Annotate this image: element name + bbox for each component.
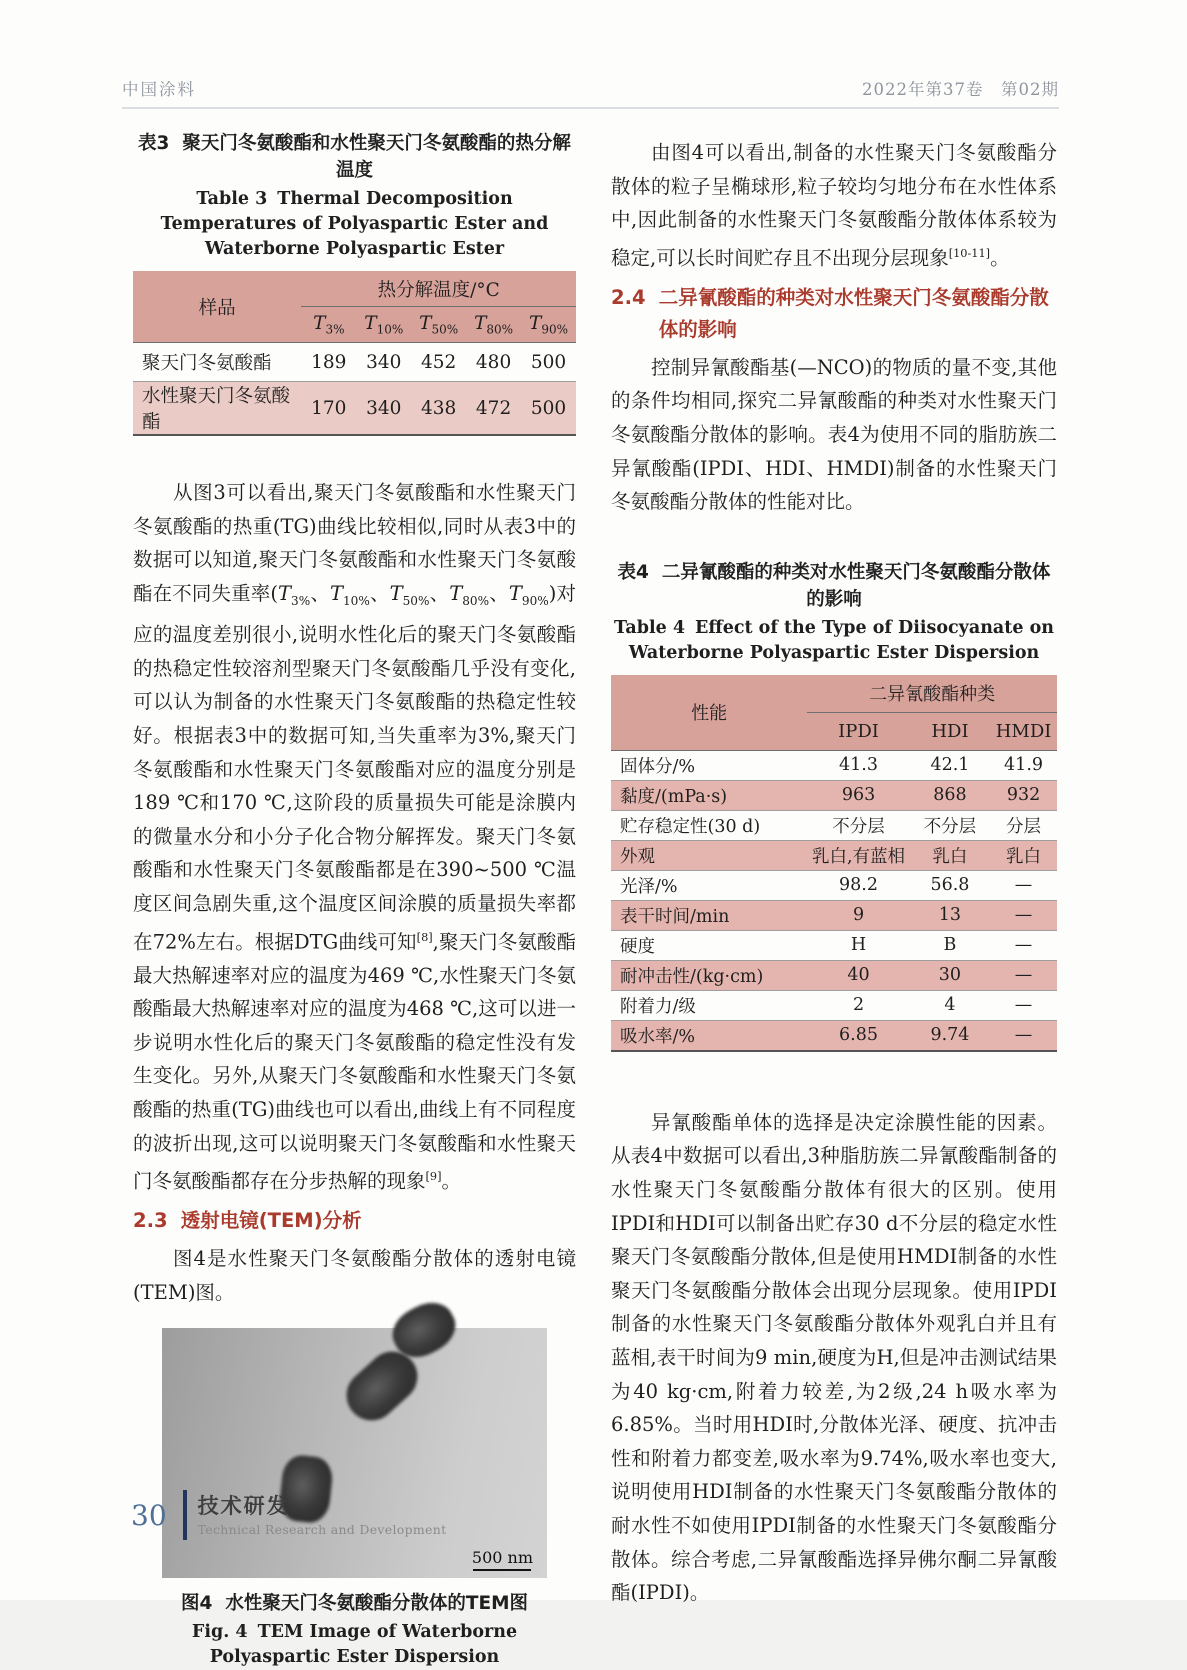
table3-subcol-t50: $T_{50\%}$ [411, 307, 466, 343]
row-label: 吸水率/% [620, 1026, 696, 1047]
cell-value: 13 [938, 905, 962, 926]
issue-info: 2022年第37卷 第02期 [862, 80, 1059, 99]
table3-caption-en [133, 187, 576, 262]
footer-section-block [198, 1494, 447, 1537]
cell-value: — [1014, 935, 1033, 956]
table3-caption-cn-text: 聚天门冬氨酸酯和水性聚天门冬氨酸酯的热分解温度 [182, 133, 571, 181]
row-label: 光泽/% [620, 876, 678, 897]
cell-value: 6.85 [839, 1025, 878, 1046]
cell-value: 340 [366, 351, 402, 373]
table-row [611, 750, 1057, 780]
cell-value: 不分层 [923, 816, 977, 837]
table4-body [611, 750, 1057, 1051]
table-row [611, 960, 1057, 990]
cell-value: 189 [311, 351, 347, 373]
cell-value: 41.9 [1004, 755, 1044, 776]
cell-value: — [1014, 875, 1033, 896]
tem-scale-bar [472, 1549, 533, 1571]
page-number: 30 [131, 1498, 167, 1532]
figure4-caption-en-text: TEM Image of Waterborne Polyaspartic Ester Dispersion [209, 1621, 518, 1667]
cell-value: 30 [938, 965, 962, 986]
cell-value: 340 [366, 397, 402, 419]
section-heading-2-3 [133, 1205, 576, 1237]
cell-value: 乳白 [1006, 846, 1042, 867]
table3-subcol-t3: $T_{3\%}$ [301, 307, 356, 343]
page-header [122, 76, 1059, 109]
table4-diisocyanate-effect [611, 675, 1057, 1052]
cell-value: 42.1 [930, 755, 970, 776]
cell-value: B [943, 935, 957, 956]
table4-caption-cn-label: 表4 [617, 561, 649, 583]
cell-value: 98.2 [839, 875, 878, 896]
cell-value: 438 [420, 397, 457, 419]
tem-image [162, 1328, 547, 1578]
paragraph-diisocyanate-setup: 控制异氰酸酯基(—NCO)的物质的量不变,其他的条件均相同,探究二异氰酸酯的种类对水性聚天门冬氨酸酯分散体的影响。表4为使用不同的脂肪族二异氰酸酯(IPDI、HDI、HMDI)制备的水性聚天门冬氨酸酯分散体的性能对比。 [611, 355, 1057, 514]
cell-value: 41.3 [839, 755, 878, 776]
table-row [611, 780, 1057, 810]
tem-scale-line [473, 1569, 531, 1571]
tem-scale-label: 500 nm [471, 1547, 533, 1567]
cell-value: — [1014, 965, 1033, 986]
cell-value: 乳白,有蓝相 [811, 846, 906, 867]
section-heading-2-4 [611, 282, 1057, 346]
paragraph-tem-result: 由图4可以看出,制备的水性聚天门冬氨酸酯分散体的粒子呈椭球形,粒子较均匀地分布在水性体系中,因此制备的水性聚天门冬氨酸酯分散体体系较为稳定,可以长时间贮存且不出现分层现象[10-11]。 [611, 141, 1057, 270]
cell-value: 9.74 [930, 1025, 970, 1046]
cell-value: — [1014, 1025, 1033, 1046]
table-row [611, 990, 1057, 1020]
cell-value: 868 [933, 785, 967, 806]
figure4-caption-cn-text: 水性聚天门冬氨酸酯分散体的TEM图 [225, 1592, 529, 1614]
cell-value: 500 [530, 397, 567, 419]
cell-value: 963 [841, 785, 876, 806]
row-label: 固体分/% [620, 756, 696, 777]
table3-body [133, 343, 576, 436]
table-row [611, 870, 1057, 900]
cell-value: 4 [944, 995, 956, 1016]
table3-subcol-t90: $T_{90\%}$ [521, 307, 576, 343]
paragraph-tem-intro: 图4是水性聚天门冬氨酸酯分散体的透射电镜(TEM)图。 [133, 1247, 576, 1304]
cell-value: 170 [311, 397, 347, 419]
section-number: 2.4 [611, 285, 646, 309]
cell-value: 932 [1006, 785, 1041, 806]
table4-header [611, 675, 1057, 751]
cell-value: 56.8 [930, 875, 970, 896]
row-label: 表干时间/min [620, 906, 730, 927]
journal-title: 中国涂料 [122, 80, 196, 99]
row-label: 聚天门冬氨酸酯 [142, 353, 272, 374]
cell-value: 分层 [1006, 816, 1042, 837]
cell-value: 乳白 [932, 846, 968, 867]
figure4-caption-cn-label: 图4 [180, 1592, 213, 1614]
row-label: 黏度/(mPa·s) [620, 786, 728, 807]
table-row [611, 840, 1057, 870]
cell-value: 472 [475, 397, 512, 419]
section-number: 2.3 [133, 1209, 168, 1233]
footer-section-en: Technical Research and Development [197, 1521, 447, 1537]
table-row [133, 343, 576, 382]
table3-header [133, 271, 576, 343]
table4-subcol-ipdi: IPDI [807, 712, 910, 750]
paragraph-diisocyanate-discussion: 异氰酸酯单体的选择是决定涂膜性能的因素。从表4中数据可以看出,3种脂肪族二异氰酸酯制备的水性聚天门冬氨酸酯分散体有很大的区别。使用IPDI和HDI可以制备出贮存30 d不分层的稳定水性聚天门冬氨酸酯分散体,但是使用HMDI制备的水性聚天门冬氨酸酯分散体会出现分层现象。使用IPDI制备的水性聚天门冬氨酸酯分散体外观乳白并且有蓝相,表干时间为9 min,硬度为H,但是冲击测试结果为40 kg·cm,附着力较差,为2级,24 h吸水率为6.85%。当时用HDI时,分散体光泽、硬度、抗冲击性和附着力都变差,吸水率为9.74%,吸水率也变大,说明使用HDI制备的水性聚天门冬氨酸酯分散体的耐水性不如使用IPDI制备的水性聚天门冬氨酸酯分散体。综合考虑,二异氰酸酯选择异佛尔酮二异氰酸酯(IPDI)。 [611, 1110, 1057, 1605]
table3-caption-cn-label: 表3 [138, 133, 170, 154]
figure4-caption-en [133, 1620, 576, 1670]
table-row [611, 810, 1057, 840]
cell-value: — [1014, 995, 1033, 1016]
cell-value: 500 [530, 351, 567, 373]
footer-section-cn: 技术研发 [197, 1493, 290, 1518]
cell-value: — [1014, 905, 1033, 926]
table3-col-sample: 样品 [133, 271, 301, 343]
cell-value: 452 [420, 351, 457, 373]
row-label: 附着力/级 [620, 996, 696, 1017]
row-label: 耐冲击性/(kg·cm) [620, 966, 764, 987]
section-title: 二异氰酸酯的种类对水性聚天门冬氨酸酯分散体的影响 [658, 285, 1049, 341]
table4-col-group: 二异氰酸酯种类 [807, 675, 1057, 713]
cell-value: 40 [847, 965, 870, 986]
table4-caption-en-text: Effect of the Type of Diisocyanate on Waterborne Polyaspartic Ester Dispersion [628, 617, 1054, 663]
table4-subcol-hmdi: HMDI [990, 712, 1057, 750]
cell-value: H [850, 935, 867, 956]
cell-value: 2 [852, 995, 865, 1016]
table3-caption-en-text: Thermal Decomposition Temperatures of Polyaspartic Ester and Waterborne Polyaspartic Ester [160, 189, 549, 259]
row-label: 贮存稳定性(30 d) [620, 816, 761, 837]
table4-caption-en-label: Table 4 [614, 617, 686, 638]
table4-col-property: 性能 [611, 675, 807, 751]
table3-caption-cn [133, 130, 576, 184]
row-label: 外观 [620, 846, 655, 867]
table-row [611, 930, 1057, 960]
row-label: 水性聚天门冬氨酸酯 [142, 386, 291, 433]
table4-caption-cn-text: 二异氰酸酯的种类对水性聚天门冬氨酸酯分散体的影响 [661, 561, 1051, 610]
cell-value: 480 [475, 351, 512, 373]
table3-subcol-t80: $T_{80\%}$ [466, 307, 521, 343]
figure4-caption-cn [133, 1590, 576, 1617]
table3-subcol-t10: $T_{10\%}$ [356, 307, 411, 343]
table3-col-group: 热分解温度/°C [301, 271, 576, 307]
table-row [611, 900, 1057, 930]
table-row [611, 1020, 1057, 1051]
cell-value: 9 [852, 905, 865, 926]
page-footer [131, 1490, 446, 1540]
left-column [133, 130, 576, 1670]
right-column [611, 130, 1057, 1670]
row-label: 硬度 [620, 936, 655, 957]
page-content [133, 130, 1057, 1670]
table3-caption-en-label: Table 3 [196, 189, 268, 209]
table4-caption-cn [611, 559, 1057, 613]
cell-value: 不分层 [832, 816, 885, 837]
section-title: 透射电镜(TEM)分析 [180, 1209, 362, 1233]
table3-thermal-decomposition [133, 271, 576, 436]
footer-divider-bar [183, 1490, 187, 1540]
table4-caption-en [611, 616, 1057, 666]
figure4-caption-en-label: Fig. 4 [191, 1621, 248, 1642]
paragraph-tg-analysis: 从图3可以看出,聚天门冬氨酸酯和水性聚天门冬氨酸酯的热重(TG)曲线比较相似,同时从表3中的数据可以知道,聚天门冬氨酸酯和水性聚天门冬氨酸酯在不同失重率($T_{3\%}$、$T_{10\%}$、$T_{50\%}$、$T_{80\%}$、$T_{90\%}$)对应的温度差别很小,说明水性化后的聚天门冬氨酸酯的热稳定性较溶剂型聚天门冬氨酸酯几乎没有变化,可以认为制备的水性聚天门冬氨酸酯的热稳定性较好。根据表3中的数据可知,当失重率为3%,聚天门冬氨酸酯和水性聚天门冬氨酸酯对应的温度分别是189 ℃和170 ℃,这阶段的质量损失可能是涂膜内的微量水分和小分子化合物分解挥发。聚天门冬氨酸酯和水性聚天门冬氨酸酯都是在390~500 ℃温度区间急剧失重,这个温度区间涂膜的质量损失率都在72%左右。根据DTG曲线可知[8],聚天门冬氨酸酯最大热解速率对应的温度为469 ℃,水性聚天门冬氨酸酯最大热解速率对应的温度为468 ℃,这可以进一步说明水性化后的聚天门冬氨酸酯的稳定性没有发生变化。另外,从聚天门冬氨酸酯和水性聚天门冬氨酸酯的热重(TG)曲线也可以看出,曲线上有不同程度的波折出现,这可以说明聚天门冬氨酸酯和水性聚天门冬氨酸酯都存在分步热解的现象[9]。 [133, 481, 577, 1193]
table-row [133, 382, 576, 436]
table4-subcol-hdi: HDI [910, 712, 990, 750]
